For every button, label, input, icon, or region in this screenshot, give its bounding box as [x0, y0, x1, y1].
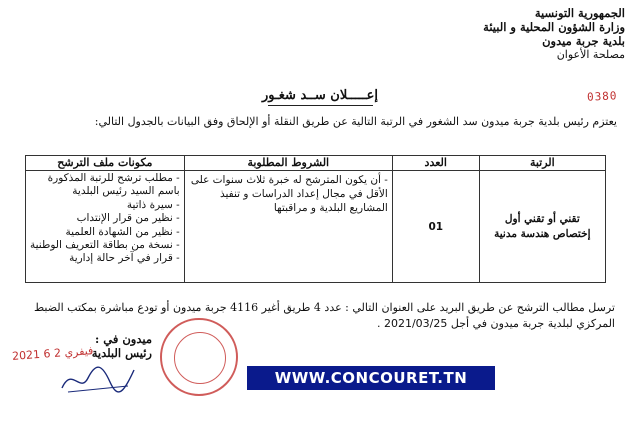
- header-count: العدد: [392, 156, 479, 171]
- page-title: إعـــــلان ســد شغـور: [261, 88, 379, 103]
- header-conditions: الشروط المطلوبة: [184, 156, 392, 171]
- title-underline: [268, 105, 373, 106]
- document-item: باسم السيد رئيس البلدية: [72, 185, 180, 198]
- official-seal-icon: [160, 318, 238, 396]
- cell-documents: [26, 171, 185, 283]
- submission-instructions: [19, 300, 615, 332]
- reference-number: 0380: [586, 89, 618, 104]
- letterhead: [483, 6, 625, 62]
- signature-place: ميدون في :: [94, 332, 152, 346]
- submission-text: ترسل مطالب الترشح عن طريق البريد على العنوان التالي : عدد 4 طريق أغير 4116 جربة ميدون أو تودع مباشرة بمكتب الضبط المركزي لبلدية جربة ميدون في أجل: [33, 301, 615, 330]
- header-service: مصلحة الأعوان: [556, 48, 625, 61]
- document-item: - سيرة ذاتية: [126, 198, 180, 211]
- signature-block: [72, 332, 152, 360]
- cell-conditions: - أن يكون المترشح له خبرة ثلاث سنوات على الأقل في مجال إعداد الدراسات و تنفيذ المشاريع البلدية و مراقبتها: [184, 171, 392, 283]
- document-item: - قرار في آخر حالة إدارية: [69, 252, 180, 265]
- header-rank: الرتبة: [479, 156, 605, 171]
- document-item: - نسخة من بطاقة التعريف الوطنية: [30, 239, 180, 252]
- vacancy-table: [25, 155, 606, 283]
- date-stamp: 2021 فيفري 2 6: [11, 344, 94, 363]
- header-documents: مكونات ملف الترشح: [26, 156, 185, 171]
- handwritten-signature: [58, 358, 138, 398]
- table-row: [26, 171, 606, 283]
- document-item: - نظير من قرار الإنتداب: [76, 212, 180, 225]
- cell-count: 01: [392, 171, 479, 283]
- document-item: - نظير من الشهادة العلمية: [65, 225, 180, 238]
- header-ministry: وزارة الشؤون المحلية و البيئة: [483, 20, 625, 34]
- cell-rank: [479, 171, 605, 283]
- rank-specialty: إختصاص هندسة مدنية: [494, 227, 591, 240]
- intro-paragraph: يعتزم رئيس بلدية جربة ميدون سد الشغور في الرتبة التالية عن طريق النقلة أو الإلحاق وفق البيانات بالجدول التالي:: [94, 115, 617, 128]
- signature-role: رئيس البلدية: [91, 346, 152, 360]
- seal-inner-ring: [174, 332, 226, 384]
- header-country: الجمهورية التونسية: [534, 6, 625, 20]
- document-item: - مطلب ترشح للرتبة المذكورة: [47, 172, 180, 184]
- deadline-date: 2021/03/25 .: [376, 317, 448, 330]
- header-municipality: بلدية جربة ميدون: [542, 34, 625, 48]
- table-header-row: [26, 156, 606, 171]
- rank-title: تقني أو تقني أول: [504, 212, 580, 225]
- website-banner[interactable]: WWW.CONCOURET.TN: [247, 366, 495, 390]
